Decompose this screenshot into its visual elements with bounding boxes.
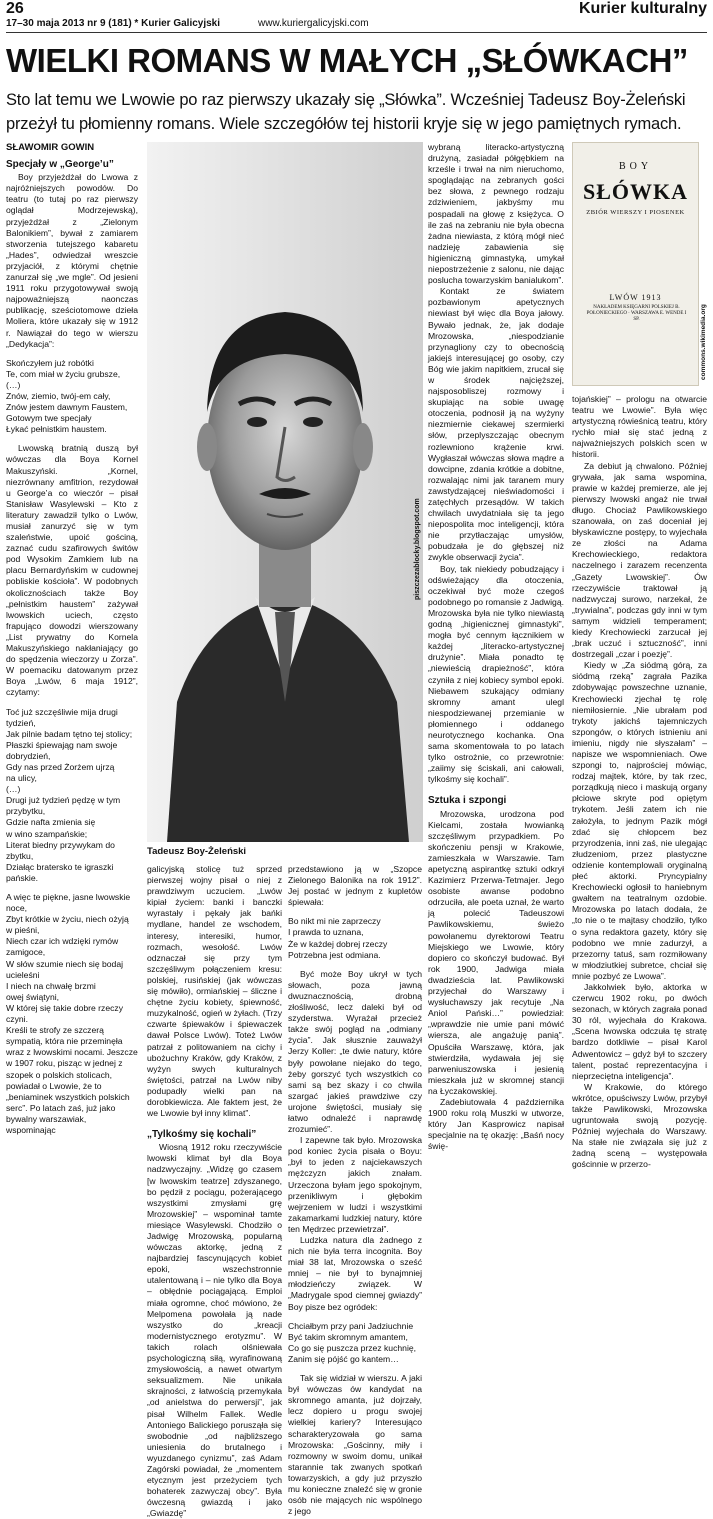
- verse-line: Że w każdej dobrej rzeczy: [288, 938, 388, 949]
- verse-line: I prawda to uznana,: [288, 927, 364, 938]
- paragraph: tojańskiej” – prologu na otwarcie teatru we Lwowie”. Była więc artystyczną rówieśnicą teatru, który rychło miał się stać jedną z najważniejszych polskich scen w historii.: [572, 394, 707, 460]
- paragraph: Boy, tak niekiedy pobudzający i odświeżający dla otoczenia, oczekiwał być może czegoś podobnego po romansie z Jadwigą. Mrozowska była nie tylko niewiastą godną „higienicznej gimnastyki”, mogła być cennym łącznikiem w każdej „literacko-artystycznej drużynie”. Miała ponadto tę „niewieścią drapieżność”, która czyniła z niej kobiecy symbol epoki. Niebawem szukający odmiany skromny amant ulegl niespodziewanej przemianie w płomiennego i oddanego neurotycznego kochanka. Ona sama skomentowała to po latach tylko ostrożnie, co przewrotnie: „zaiimy się ściskali, ani całowali, tylkośmy się kochali”.: [428, 563, 564, 785]
- column-4: [428, 142, 564, 1152]
- paragraph: Być może Boy ukrył w tych słowach, poza jawną dwuznacznością, drobną złośliwość, lecz daleki był od szyderstwa. Wyrażał przecież także swój pogląd na „odmiany życia”. Jak słusznie zauważył Jerzy Koller: „te dwie natury, które były powołane niejako do tego, żeby gorszyć tych wszystkich co sami są bez skazy i co chwila szargać jakieś prawdziwe czy urojone świętości, musiały się łatwo odnaleźć i naprawdę zrozumieć”.: [288, 968, 422, 1135]
- photo-credit: piszczezablocky.blogspot.com: [414, 498, 421, 600]
- paragraph: Wiosną 1912 roku rzeczywiście lwowski klimat był dla Boya nadzwyczajny. „Widzę go czasem [w lwowskim teatrze] zdyszanego, bo pędził z pociągu, pożerającego wszystkimi zmysłami grę Mrozowskiej” – wspominał tamte miesiące Wasylewski. Chodziło o Jadwigę Mrozowską, popularną wówczas aktorkę, jedną z najbardziej fascynujących kobiet epoki, wszechstronnie utalentowaną i – nie tylko dla Boya – obłędnie pociągającą. Emploi miała ogromne, choć mówiono, że Melpomena powołała ją nade wszystko do „kreacji modernistycznego erotyzmu”. W takich rolach olśniewała psychologiczną siłą, wyrafinowaną zmysłowością, a nawet otwartym seksualizmem. Nie unikała skrajności, z łatwością przemykała „od anielstwa do perwersji”, jak pisał Wilhelm Fallek. Wedle Antoniego Balickiego porusząła się swobodnie „od najbliższego uniesienia do brutalnego i wyuzdanego cynizmu”, zaś Adam Zagórski powiadał, że „momentem etycznym jest przeżyciem tych bohaterek zazwyczaj obcy”. Była ówczesną gwiazdą i jako „Gwiazdę”: [147, 1142, 282, 1519]
- verse-line: W słów szumie niech się bodaj: [6, 958, 124, 969]
- verse-line: Niech czar ich wdzięki rymów: [6, 936, 119, 947]
- verse-line: Zbyt krótkie w życiu, niech ożyją: [6, 914, 129, 925]
- book-cover-image: [572, 142, 699, 386]
- paragraph: Lwowską bratnią duszą był wówczas dla Boya Kornel Makuszyński. „Kornel, niezrównany amfitrion, rezydował u George’a co wieczór – pisał Stanisław Wasylewski – Kto z literatury zawadził tylko o Lwów, musiał zanurzyć się w tym szaleństwie, upoić gościną, zaznać cudu szafirowych świtów pod Wysokim Zamkiem lub na placu Bernardyńskim w cudownej pobliskie kościoła”. W podobnych okolicznościach także Boy „pełnistkim haustem” zażywał lwowskich uciech, często frapująco dowodzi wierszowany „List prywatny do Kornela Makuszyńskiego nakłaniający go do spędzenia wieczorzy u Zorza”. W poemaciku datowanym przez Boya „Lwów, 6 maja 1912”, czytamy:: [6, 443, 138, 698]
- verse-line: w wino szampańskie;: [6, 828, 88, 839]
- verse-line: Być takim skromnym amantem,: [288, 1331, 408, 1342]
- verse-line: zamigoce,: [6, 947, 46, 958]
- verse-line: I niech na chwałę brzmi: [6, 980, 96, 991]
- verse-line: przybytku,: [6, 806, 46, 817]
- book-place-year: LWÓW 1913: [609, 293, 662, 302]
- verse-line: Bo nikt mi nie zaprzeczy: [288, 916, 381, 927]
- paragraph: W Krakowie, do którego wkrótce, opuściwszy Lwów, przybył także Pawlikowski, Mrozowska ugruntowała swoją pozycję. Później wyjechała do Warszawy. Na stałe nie związała się już z żadną sceną – występowała gościnnie w przerzo-: [572, 1081, 707, 1170]
- paragraph: Kiedy w „Za siódmą górą, za siódmą rzeką” zagrała Pazika zdobywając powszechne uznanie, Krechowiecki zjechał tę rolę niemiłosiernie. „Nie ubrałam pod trykoty jakichś tajemniczych szpongów, o których istnieniu ani imieniu, nigdy nie słyszałam” – napisze we wspomnieniach. Owe szpongi to, najprościej mówiąc, rodzaj majtek, które, by tak rzec, porządkują nieco i maskują organy płciowe skryte pod opiętym trykotem. Jeśli zatem ich nie założyła, to jednym Pazik mógł zdać się chłopcem bez przyrodzenia, inni zaś, nie ulegając złudzeniom, przez plastyczne odzienie kontemplowali oryginalną płeć aktorki. Pryncypialny Krechowiecki ogłosił to haniebnym gwałtem na teatralnym ozdobie. Mrozowska po latach dodała, że „to nie o te majtasy chodziło, tylko o syna redaktora gazety, który się podobno we mnie zadurzył, a przezorny tatuś, sam rozmiłowany w młodziutkiej subretce, chciał się mnie pozbyć ze Lwowa”.: [572, 660, 707, 981]
- article-title: WIELKI ROMANS W MAŁYCH „SŁÓWKACH”: [6, 42, 688, 79]
- verse-line: Łykać pełnistkim haustem.: [6, 424, 107, 435]
- verse-line: tydzień,: [6, 717, 36, 728]
- verse-line: Toć już szczęśliwie mija drugi: [6, 706, 118, 717]
- verse-line: Znów jestem dawnym Faustem,: [6, 402, 128, 413]
- verse-line: Zanim się pójść go kantem…: [288, 1353, 399, 1364]
- paragraph: Za debiut ją chwalono. Później grywała, jak sama wspomina, prawie w każdej premierze, ale jej pierwszy lwowski angaż nie trwał długo. Chociaż Pawlikowskiego szanowała, on zaś doceniał jej błyskawiczne postępy, to wyjechała ze złości na Adama Krechowieckiego, redaktora naczelnego i zarazem recenzenta „Gazety Lwowskiej”. Ów rzeczywiście traktował ją nadzwyczaj surowo, narzekał, że „trywialna”, podczas gdy inni w tym samym widzieli temperament; kiedy Krechowiecki zarzucał jej „brak uczuć i sztuczność”, inni dostrzegali „czar i poezję”.: [572, 460, 707, 660]
- header-divider: [6, 32, 707, 33]
- verse-line: ucieleśni: [6, 969, 40, 980]
- verse-line: Skończyłem już robótki: [6, 357, 94, 368]
- article-author: SŁAWOMIR GOWIN: [6, 142, 95, 153]
- paragraph: Kontakt ze światem pozbawionym apetycznych niewiast był więc dla Boya jałowy. Bywało jednak, że, jak dodaje Mrozowska, „niespodzianie przynagliony czy to obecnością jakiejś interesującej go osoby, czy Bóg wie jakim napitkiem, zrucał się w środek najcięższej, najsposobliszej rozmowy i skupiając na sobie uwagę otoczenia, podnosił ją na wyżyny niezmiernie ciekawej szermierki słów, przeplyszczając obecnym rozlewniono krążenie krwi. Wygłaszał wówczas słowa mądre a dowcipne, zdania krótkie a dobitne, rozwalając nimi jak taranem mury zawstydzającej nieświadomości i zatęchłych przesądów. W takich chwilach uwydatniała się ta jego niepospolita moc inteligencji, która nie przytłaczając umysłów, pobudzała je do głębszej niż zwykle obserwacji życia”.: [428, 286, 564, 563]
- subheading: Specjały w „George’u”: [6, 159, 114, 171]
- portrait-photo: [147, 142, 423, 842]
- verse-line: (…): [6, 784, 21, 795]
- photo-caption: Tadeusz Boy-Żeleński: [147, 846, 247, 857]
- paragraph: Zadebiutowała 4 października 1900 roku rolą Muszki w utworze, który Jan Kasprowicz napisał specjalnie na tę okazję: „Baśń nocy świę-: [428, 1096, 564, 1152]
- column-2: [147, 864, 282, 1519]
- verse-line: na ulicy,: [6, 773, 37, 784]
- book-publisher: NAKŁADEM KSIĘGARNI POLSKIEJ B. POŁONIECKIEGO · WARSZAWA E. WENDE I SP.: [586, 305, 687, 322]
- section-title: Kurier kulturalny: [578, 0, 707, 17]
- verse-line: Drugi już tydzień pędzę w tym: [6, 795, 121, 806]
- verse-line: noce,: [6, 903, 28, 914]
- column-3: [288, 864, 422, 1517]
- book-title: SŁÓWKA: [582, 179, 689, 204]
- column-1: [6, 142, 138, 1135]
- verse-line: dobrydzień,: [6, 750, 51, 761]
- verse-line: owej świątyni,: [6, 991, 60, 1002]
- column-5: [572, 394, 707, 1170]
- verse-line: Gotowym twe specjały: [6, 413, 92, 424]
- paragraph: Ludzka natura dla żadnego z nich nie była terra incognita. Boy miał 38 lat, Mrozowska o sześć mniej – nie był to bynajmniej młodzieńczy związek. W „Madrygale spod ciemnej gwiazdy” Boy pisze bez ogródek:: [288, 1235, 422, 1312]
- verse-line: Kreśli te strofy ze szczerą sympatią, która nie przeminęła wraz z lwowskimi nocami. Jeszcze w 1907 roku, pisząc w jednej z szopek o polskich stolicach, powiadał o Lwowie, że to „beniaminek wszystkich polskich serc”. Po latach zaś, już jako bywalny warszawiak, wspominając: [6, 1025, 138, 1135]
- page-header: [6, 0, 707, 34]
- subheading: „Tylkośmy się kochali”: [147, 1129, 257, 1141]
- paragraph: przedstawiono ją w „Szopce Zielonego Balonika na rok 1912”. Jej postać w jednym z kupletów śpiewała:: [288, 864, 422, 908]
- verse-line: Działąc bratersko te igraszki pańskie.: [6, 861, 114, 883]
- verse-line: Chciałbym przy pani Jadziuchnie: [288, 1320, 414, 1331]
- book-credit: commons.wikimedia.org: [700, 304, 707, 380]
- paragraph: galicyjską stolicę tuż sprzed pierwszej wojny pisał o niej z prawdziwym uczuciem. „Lwów kipiał życiem: banki i banczki wyrastały i pękały jak bańki mydlane, handel ze wschodem, interesy, interesiki, humor, rozmach, wesołość. Lwów odznaczał się przy tym szczęśliwym połączeniem kresu: polskiej, rusińskiej (jak wówczas się mówiło), ormiańskiej – śliczne i chętne życiu kobiety, śpiewność, muzykalność, ogień w żyłach. (Trzy czwarte śpiewaków i śpiewaczek dawał Polsce Lwów). Toteż Lwów patrzał z politowaniem na cichy i ubożuchny Kraków, gdy Kraków, z wyżyn swych kulturalnych świętości, patrzał na Lwów niby podupadły wielki pan na dorobkiewicza. Ale faktem jest, że we Lwowie był inny klimat”.: [147, 864, 282, 1119]
- verse-line: w pieśni,: [6, 925, 40, 936]
- book-author: BOY: [618, 161, 653, 172]
- verse-line: Gdy nas przed Żorżem ujrzą: [6, 761, 115, 772]
- verse-line: Płaszki śpiewająg nam swoje: [6, 739, 118, 750]
- subheading: Sztuka i szpongi: [428, 795, 507, 807]
- site-link[interactable]: www.kuriergalicyjski.com: [258, 18, 369, 29]
- verse-line: (…): [6, 379, 21, 390]
- paragraph: I zapewne tak było. Mrozowska pod koniec życia pisała o Boyu: „był to jeden z najciekawszych mężczyzn jakich znałam. Urzeczona byłam jego spokojnym, przenikliwym i głębokim wejrzeniem w ludzi i wszystkimi zakamarkami ludzkiej natury, które ten Mędrzec przewietrzał”.: [288, 1135, 422, 1234]
- verse-line: Potrzebna jest odmiana.: [288, 949, 381, 960]
- paragraph: Tak się widział w wierszu. A jaki był wówczas ów kandydat na skromnego amanta, już dojrzały, lecz dopiero u progu swojej wielkiej kariery? Interesująco scharakteryzowała go sama Mrozowska: „Gościnny, miły i rozmowny w swoim domu, unikał starannie tak zwanych spotkań towarzyskich, a gdy już przyszło mu konieczne znaleźć się w gronie osób nie mających nic wspólnego z jego: [288, 1373, 422, 1517]
- paragraph: wybraną literacko-artystyczną drużyną, zasiadał półgębkiem na krześle i trwał na nim nieruchomo, spoglądając na zebranych gości bez słowa, z pewnego rodzaju zdziwieniem, jakbyśmy mu pospadali na głowę z księżyca. O ile zaś na zebraniu nie była obecna żadna niewiasta, z którą mógł nieć nadzieję zabawienia się higieniczną gimnastyką, umykał niepostrzeżenie z salonu, nie dając poslucha towarzyskim banialukom”.: [428, 142, 564, 286]
- verse-line: Co go się puszcza przez kuchnię,: [288, 1342, 417, 1353]
- verse-line: W której się takie dobre rzeczy czyni.: [6, 1002, 124, 1025]
- verse-line: Te, com miał w życiu grubsze,: [6, 368, 121, 379]
- paragraph: Jakkolwiek było, aktorka w czerwcu 1902 roku, po dwóch sezonach, w których zagrała ponad 30 ról, wyjechała do Krakowa. „Scena lwowska odczuła tę stratę bardzo dotkliwie – pisał Karol Adwentowicz – gdyż był to szczery talent, postać reprezentacyjna i nieprzeciętna inteligencja”.: [572, 981, 707, 1081]
- verse-line: Jak pilnie badam tętno tej stolicy;: [6, 728, 133, 739]
- portrait-illustration: [147, 142, 423, 842]
- paragraph: Mrozowska, urodzona pod Kielcami, została lwowianką szczęśliwym przypadkiem. Po skończeniu pensji w Krakowie, zamieszkała w Warszawie. Tam apetyczną aspirantkę sztuki odkrył Kazimierz Przerwa-Tetmajer. Jego osobiste awanse podobno odrzuciła, ale poeta uznał, że warto ją polecić Tadeuszowi Pawlikowskiemu, świeżo powołanemu dyrektorowi Teatru Miejskiego we Lwowie, który dopiero co skończył budować. Był rok 1900, Jadwiga miała dwadzieścia lat. Pawlikowski przyjechał do Warszawy i wysłuchawszy jak recytuje „Na Aniol Pański…” powiedział: „wprawdzie nie umie pani mówić wiersza, ale angażuję panią”. Opuściła Warszawę, która, jak stwierdziła, wydawała jej się parweniuszowska i jesienią mieszkała już w skromnej stancji na Łyczakowskiej.: [428, 808, 564, 1096]
- article-lead: Sto lat temu we Lwowie po raz pierwszy ukazały się „Słówka”. Wcześniej Tadeusz Boy-Żeleński przeżył tu płomienny romans. Wiele szczegółów tej historii kryje się w jego pamiętnych rymach.: [6, 91, 686, 133]
- verse-line: Znów, ziemio, twój-em cały,: [6, 390, 111, 401]
- issue-info: 17–30 maja 2013 nr 9 (181) * Kurier Galicyjski: [6, 18, 221, 29]
- page-number: 26: [6, 0, 24, 17]
- verse-line: Gdzie nafta zmienia się: [6, 817, 96, 828]
- paragraph: Boy przyjeżdżał do Lwowa z najróżniejszych powodów. Do teatru (to tutaj po raz pierwszy oglądał Modrzejewską), przyjeżdżał z „Zielonym Balonikiem”, bywał z zamiarem stworzenia tutejszego kabaretu „Hades”, odwiedzał wreszcie przyjaciół, z którymi chętnie zanurzał się „we mgle”. Od jesieni 1911 roku przygotowywał swoją najpoważniejszą naonczas publikację, sześciotomowe dzieła Moliera, które ukazały się w 1912 r. Nawiązał do tego w wierszu „Dedykacja”:: [6, 172, 138, 349]
- book-subtitle: ZBIÓR WIERSZY I PIOSENEK: [586, 209, 685, 216]
- verse-line: A więc te piękne, jasne lwowskie: [6, 892, 131, 902]
- verse-line: Literat biedny przywykam do zbytku,: [6, 839, 115, 861]
